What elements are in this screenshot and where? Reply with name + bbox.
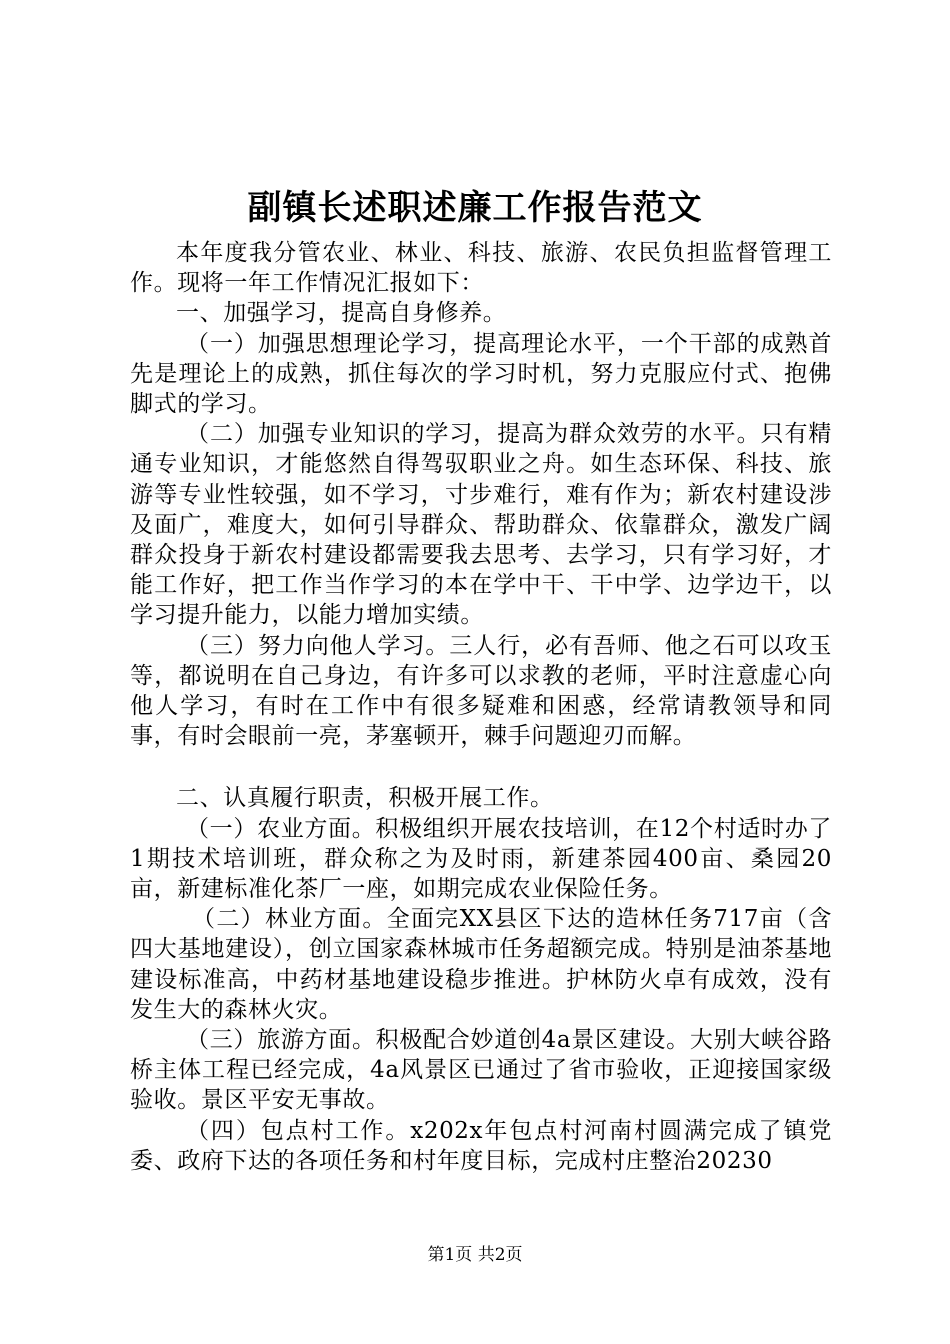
paragraph-1-1: （一）加强思想理论学习，提高理论水平，一个干部的成熟首先是理论上的成熟，抓住每次的学习时机，努力克服应付式、抱佛脚式的学习。 — [130, 330, 832, 418]
paragraph-2-3: （三）旅游方面。积极配合妙道创4a景区建设。大别大峡谷路桥主体工程已经完成，4a风景区已通过了省市验收，正迎接国家级验收。景区平安无事故。 — [130, 1027, 832, 1114]
paragraph-2-4: （四）包点村工作。x202x年包点村河南村圆满完成了镇党委、政府下达的各项任务和村年度目标，完成村庄整治20230 — [130, 1117, 832, 1174]
paragraph-1-2: （二）加强专业知识的学习，提高为群众效劳的水平。只有精通专业知识，才能悠然自得驾驭职业之舟。如生态环保、科技、旅游等专业性较强，如不学习，寸步难行，难有作为；新农村建设涉及面广，难度大，如何引导群众、帮助群众、依靠群众，激发广阔群众投身于新农村建设都需要我去思考、去学习，只有学习好，才能工作好，把工作当作学习的本在学中干、干中学、边学边干，以学习提升能力，以能力增加实绩。 — [130, 421, 832, 629]
document-body — [130, 238, 832, 1176]
paragraph-2-1: （一）农业方面。积极组织开展农技培训，在12个村适时办了1期技术培训班，群众称之为及时雨，新建茶园400亩、桑园20亩，新建标准化茶厂一座，如期完成农业保险任务。 — [130, 815, 832, 903]
paragraph-2-2: （二）林业方面。全面完XX县区下达的造林任务717亩（含四大基地建设），创立国家森林城市任务超额完成。特别是油茶基地建设标准高，中药材基地建设稳步推进。护林防火卓有成效，没有发生大的森林火灾。 — [130, 906, 832, 1023]
document-title: 副镇长述职述廉工作报告范文 — [247, 188, 703, 228]
paragraph-gap — [130, 751, 832, 783]
page-number-footer: 第1页 共2页 — [427, 1245, 523, 1265]
section-heading-2: 二、认真履行职责，积极开展工作。 — [176, 785, 554, 812]
paragraph-1-3: （三）努力向他人学习。三人行，必有吾师、他之石可以攻玉等，都说明在自己身边，有许多可以求教的老师，平时注意虚心向他人学习，有时在工作中有很多疑难和困惑，经常请教领导和同事，有时会眼前一亮，茅塞顿开，棘手问题迎刃而解。 — [130, 632, 832, 750]
paragraph-intro: 本年度我分管农业、林业、科技、旅游、农民负担监督管理工作。现将一年工作情况汇报如下： — [130, 240, 832, 297]
section-heading-1: 一、加强学习，提高自身修养。 — [176, 300, 507, 327]
